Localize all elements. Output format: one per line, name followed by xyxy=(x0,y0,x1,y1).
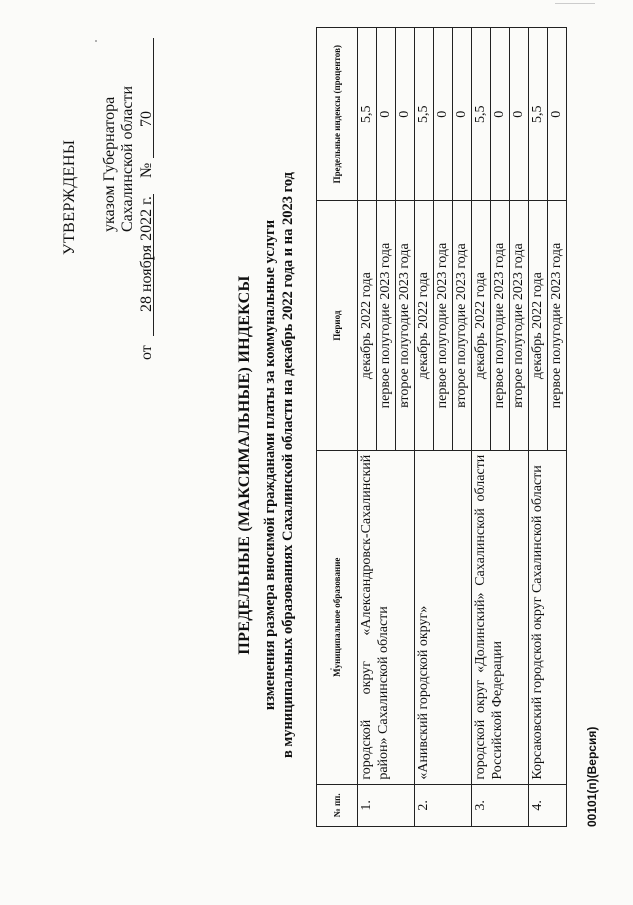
document-subtitle-2: в муниципальных образованиях Сахалинской области на декабрь 2022 года и на 2023 год xyxy=(280,171,296,759)
municipality-name: «Анивский городской округ» xyxy=(415,450,472,784)
document-subtitle-1: изменения размера вносимой гражданами платы за коммунальные услуги xyxy=(262,219,278,711)
municipality-name: городской округ «Долинский» Сахалинской области Российской Федерации xyxy=(472,450,529,784)
index-value: 0 xyxy=(377,28,396,201)
approval-number: 70 xyxy=(138,111,155,127)
index-value: 5,5 xyxy=(358,28,377,201)
index-value: 0 xyxy=(396,28,415,201)
municipality-name: городской округ «Александровск-Сахалинский район» Сахалинской области xyxy=(358,450,415,784)
row-number: 2. xyxy=(415,784,472,826)
table-row xyxy=(415,28,434,827)
indices-table xyxy=(316,27,567,827)
date-prefix: от xyxy=(138,345,155,360)
table-row xyxy=(529,28,548,827)
row-number: 3. xyxy=(472,784,529,826)
document-title: ПРЕДЕЛЬНЫЕ (МАКСИМАЛЬНЫЕ) ИНДЕКСЫ xyxy=(236,275,253,655)
index-value: 5,5 xyxy=(472,28,491,201)
row-number: 4. xyxy=(529,784,567,826)
index-value: 0 xyxy=(491,28,510,201)
scan-speck xyxy=(330,668,332,670)
table-row xyxy=(358,28,377,827)
period-cell: первое полугодие 2023 года xyxy=(491,201,510,450)
header-index: Предельные индексы (процентов) xyxy=(317,28,358,201)
header-num: № пп. xyxy=(317,784,358,826)
period-cell: первое полугодие 2023 года xyxy=(434,201,453,450)
index-value: 5,5 xyxy=(529,28,548,201)
approval-date-row xyxy=(134,35,158,360)
index-value: 0 xyxy=(548,28,567,201)
index-value: 0 xyxy=(510,28,529,201)
period-cell: второе полугодие 2023 года xyxy=(510,201,529,450)
approval-title: УТВЕРЖДЕНЫ xyxy=(61,139,78,255)
table-row xyxy=(472,28,491,827)
table-header-row xyxy=(317,28,358,827)
period-cell: второе полугодие 2023 года xyxy=(396,201,415,450)
period-cell: второе полугодие 2023 года xyxy=(453,201,472,450)
header-period: Период xyxy=(317,201,358,450)
approval-line-2: Сахалинской области xyxy=(119,85,136,232)
approval-line-1: указом Губернатора xyxy=(101,96,118,232)
approval-date: 28 ноября 2022 г. xyxy=(138,196,155,312)
period-cell: первое полугодие 2023 года xyxy=(548,201,567,450)
index-value: 0 xyxy=(434,28,453,201)
number-underline xyxy=(153,38,154,158)
municipality-name: Корсаковский городской округ Сахалинской области xyxy=(529,450,567,784)
scan-artifact xyxy=(555,3,595,4)
scan-speck xyxy=(95,40,97,42)
period-cell: декабрь 2022 года xyxy=(472,201,491,450)
row-number: 1. xyxy=(358,784,415,826)
period-cell: декабрь 2022 года xyxy=(358,201,377,450)
number-label: № xyxy=(138,162,155,178)
period-cell: декабрь 2022 года xyxy=(529,201,548,450)
header-municipality: Муниципальное образование xyxy=(317,450,358,784)
period-cell: первое полугодие 2023 года xyxy=(377,201,396,450)
document-code: 00101(п)(Версия) xyxy=(585,726,599,827)
period-cell: декабрь 2022 года xyxy=(415,201,434,450)
index-value: 0 xyxy=(453,28,472,201)
index-value: 5,5 xyxy=(415,28,434,201)
